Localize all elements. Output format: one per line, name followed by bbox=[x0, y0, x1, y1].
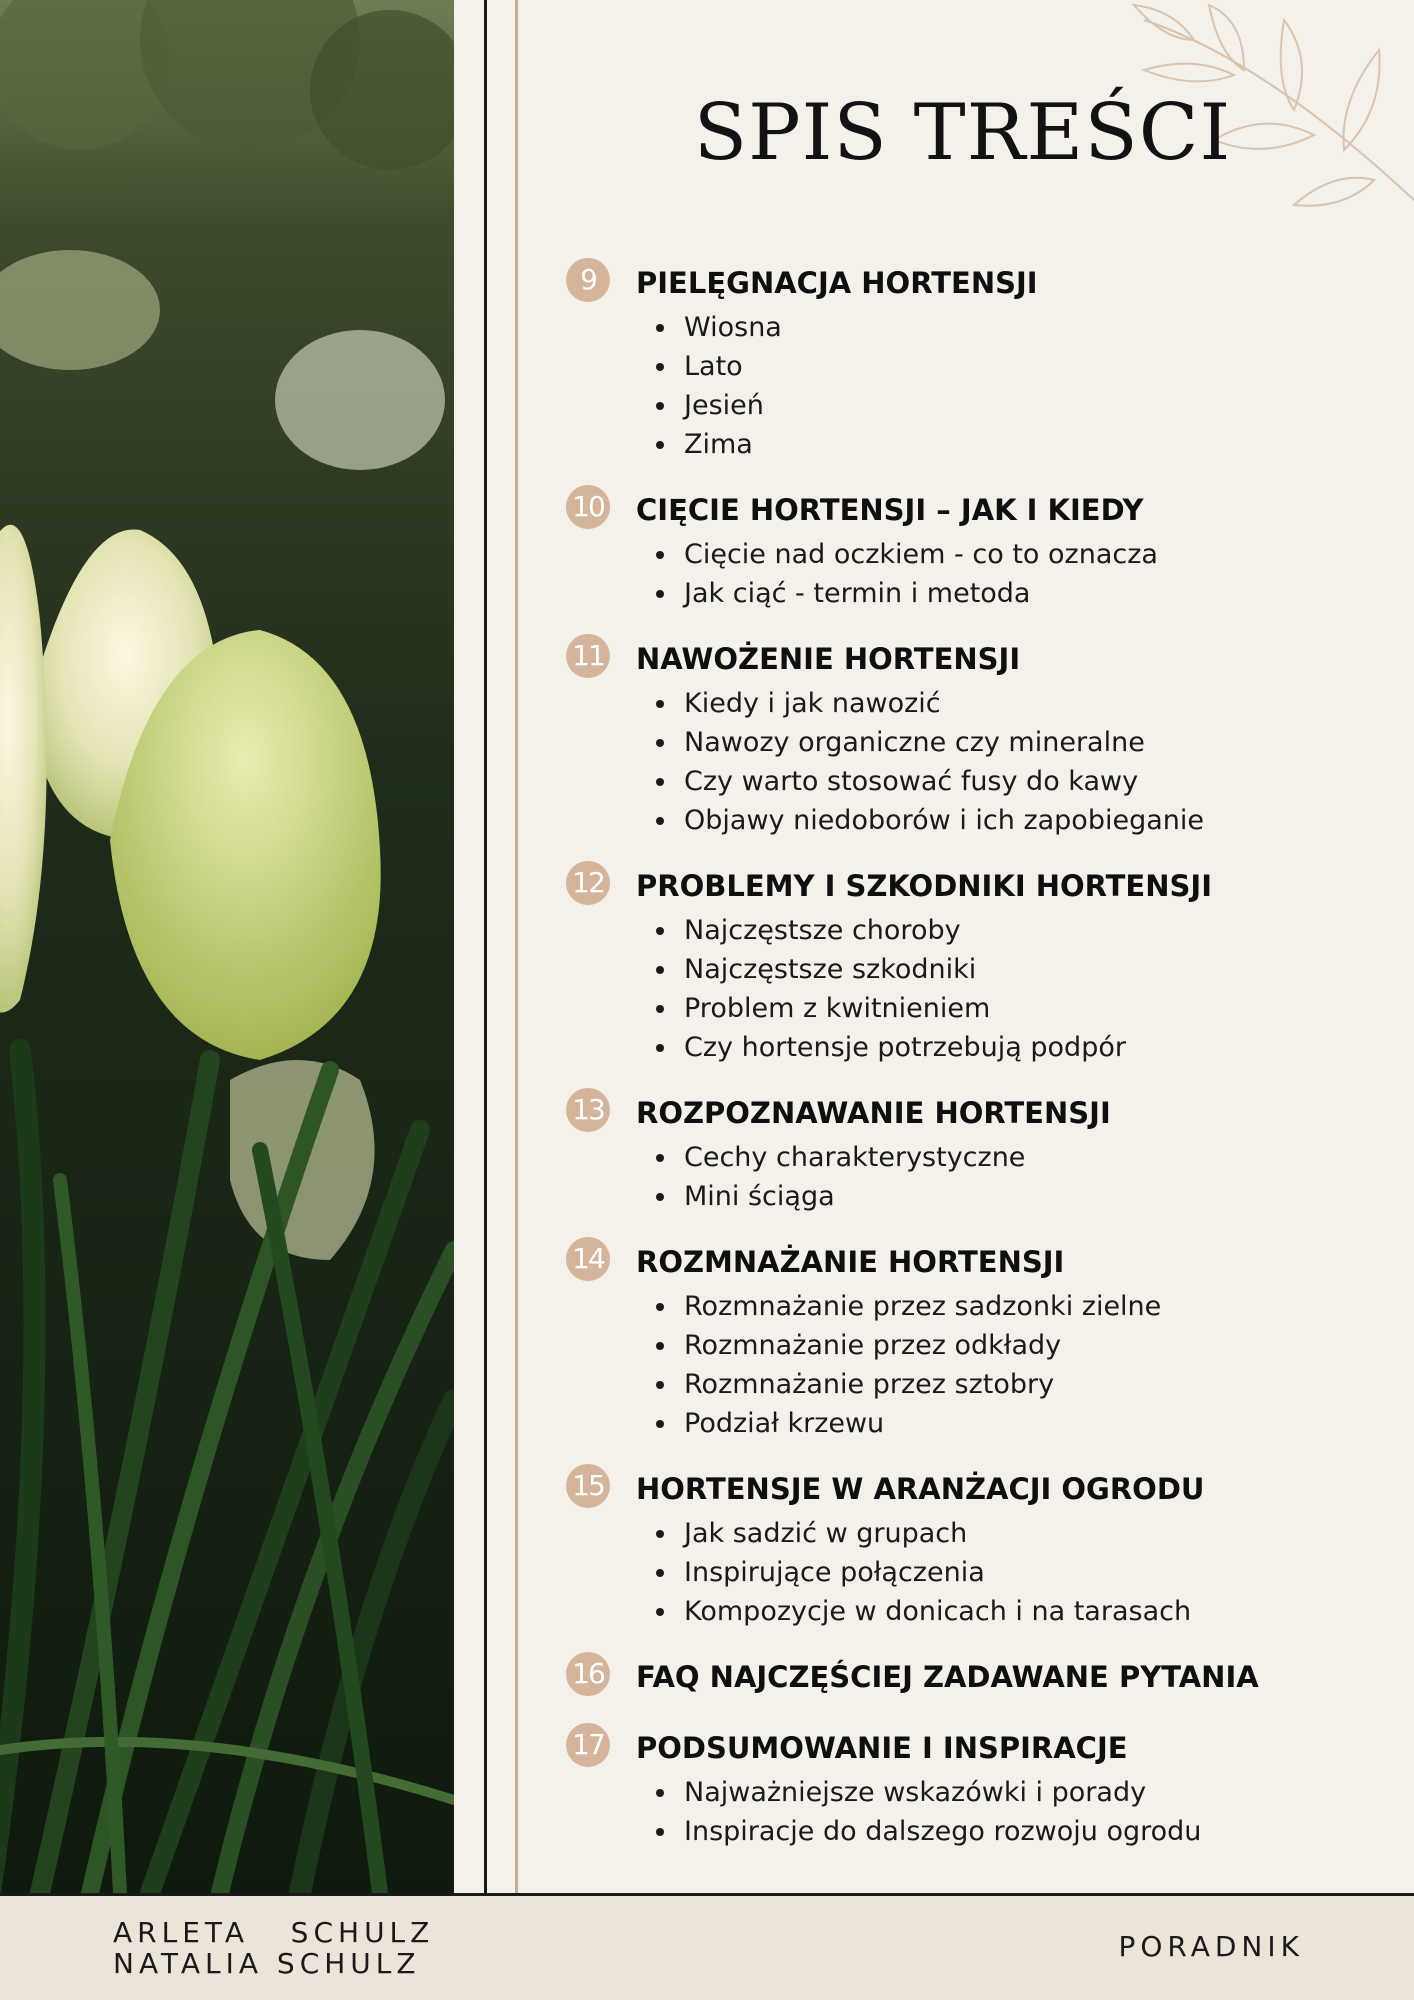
list-item bbox=[636, 386, 1396, 425]
bullet-icon bbox=[656, 817, 664, 825]
vertical-rule-beige bbox=[515, 0, 518, 1893]
list-item-text: Wiosna bbox=[684, 312, 782, 343]
list-item bbox=[636, 1404, 1396, 1443]
toc-section bbox=[566, 485, 1396, 613]
section-heading: NAWOŻENIE HORTENSJI bbox=[636, 642, 1021, 676]
list-item bbox=[636, 425, 1396, 464]
section-items bbox=[636, 1773, 1396, 1851]
toc-section bbox=[566, 861, 1396, 1067]
bullet-icon bbox=[656, 700, 664, 708]
bullet-icon bbox=[656, 1608, 664, 1616]
list-item-text: Rozmnażanie przez sadzonki zielne bbox=[684, 1291, 1162, 1322]
bullet-icon bbox=[656, 739, 664, 747]
section-number-badge: 12 bbox=[566, 861, 610, 905]
list-item-text: Podział krzewu bbox=[684, 1408, 885, 1439]
toc-section bbox=[566, 1723, 1396, 1851]
list-item-text: Mini ściąga bbox=[684, 1181, 835, 1212]
bullet-icon bbox=[656, 590, 664, 598]
list-item-text: Inspirujące połączenia bbox=[684, 1557, 985, 1588]
list-item bbox=[636, 308, 1396, 347]
section-number-badge: 17 bbox=[566, 1723, 610, 1767]
list-item-text: Inspiracje do dalszego rozwoju ogrodu bbox=[684, 1816, 1202, 1847]
section-items bbox=[636, 911, 1396, 1067]
section-items bbox=[636, 1287, 1396, 1443]
list-item bbox=[636, 535, 1396, 574]
toc-section bbox=[566, 1464, 1396, 1631]
list-item-text: Problem z kwitnieniem bbox=[684, 993, 991, 1024]
list-item-text: Najczęstsze szkodniki bbox=[684, 954, 977, 985]
list-item bbox=[636, 1177, 1396, 1216]
list-item bbox=[636, 684, 1396, 723]
list-item bbox=[636, 723, 1396, 762]
list-item bbox=[636, 347, 1396, 386]
table-of-contents bbox=[566, 258, 1396, 1872]
section-number-badge: 14 bbox=[566, 1237, 610, 1281]
bullet-icon bbox=[656, 363, 664, 371]
list-item-text: Cechy charakterystyczne bbox=[684, 1142, 1026, 1173]
bullet-icon bbox=[656, 402, 664, 410]
list-item-text: Kompozycje w donicach i na tarasach bbox=[684, 1596, 1192, 1627]
list-item bbox=[636, 762, 1396, 801]
bullet-icon bbox=[656, 1193, 664, 1201]
bullet-icon bbox=[656, 1303, 664, 1311]
bullet-icon bbox=[656, 927, 664, 935]
list-item-text: Objawy niedoborów i ich zapobieganie bbox=[684, 805, 1204, 836]
section-number-badge: 13 bbox=[566, 1088, 610, 1132]
list-item-text: Rozmnażanie przez sztobry bbox=[684, 1369, 1055, 1400]
list-item-text: Jak ciąć - termin i metoda bbox=[684, 578, 1031, 609]
section-heading: PROBLEMY I SZKODNIKI HORTENSJI bbox=[636, 869, 1212, 903]
list-item bbox=[636, 1553, 1396, 1592]
list-item bbox=[636, 1365, 1396, 1404]
section-heading: ROZMNAŻANIE HORTENSJI bbox=[636, 1245, 1065, 1279]
list-item bbox=[636, 801, 1396, 840]
author-name: NATALIA SCHULZ bbox=[113, 1947, 421, 1980]
list-item-text: Jak sadzić w grupach bbox=[684, 1518, 968, 1549]
bullet-icon bbox=[656, 1154, 664, 1162]
list-item-text: Nawozy organiczne czy mineralne bbox=[684, 727, 1145, 758]
bullet-icon bbox=[656, 1789, 664, 1797]
list-item bbox=[636, 1028, 1396, 1067]
list-item bbox=[636, 1326, 1396, 1365]
section-heading: PIELĘGNACJA HORTENSJI bbox=[636, 266, 1038, 300]
list-item bbox=[636, 1287, 1396, 1326]
toc-section bbox=[566, 1652, 1396, 1702]
section-heading: FAQ NAJCZĘŚCIEJ ZADAWANE PYTANIA bbox=[636, 1660, 1259, 1694]
bullet-icon bbox=[656, 324, 664, 332]
list-item bbox=[636, 911, 1396, 950]
bullet-icon bbox=[656, 1420, 664, 1428]
list-item bbox=[636, 1514, 1396, 1553]
toc-section bbox=[566, 1088, 1396, 1216]
list-item-text: Cięcie nad oczkiem - co to oznacza bbox=[684, 539, 1158, 570]
section-number-badge: 11 bbox=[566, 634, 610, 678]
section-items bbox=[636, 1514, 1396, 1631]
section-heading: HORTENSJE W ARANŻACJI OGRODU bbox=[636, 1472, 1205, 1506]
bullet-icon bbox=[656, 1342, 664, 1350]
section-items bbox=[636, 684, 1396, 840]
footer bbox=[0, 1893, 1414, 2000]
list-item bbox=[636, 1138, 1396, 1177]
list-item-text: Jesień bbox=[684, 390, 764, 421]
list-item-text: Najważniejsze wskazówki i porady bbox=[684, 1777, 1147, 1808]
list-item-text: Zima bbox=[684, 429, 753, 460]
vertical-rule-dark bbox=[484, 0, 487, 1893]
hydrangea-photo bbox=[0, 0, 454, 1893]
section-items bbox=[636, 308, 1396, 464]
section-items bbox=[636, 535, 1396, 613]
bullet-icon bbox=[656, 1044, 664, 1052]
section-number-badge: 16 bbox=[566, 1652, 610, 1696]
section-heading: PODSUMOWANIE I INSPIRACJE bbox=[636, 1731, 1128, 1765]
list-item bbox=[636, 1773, 1396, 1812]
list-item bbox=[636, 1812, 1396, 1851]
bullet-icon bbox=[656, 1530, 664, 1538]
footer-label: PORADNIK bbox=[1118, 1930, 1304, 1963]
list-item bbox=[636, 1592, 1396, 1631]
bullet-icon bbox=[656, 966, 664, 974]
toc-section bbox=[566, 258, 1396, 464]
bullet-icon bbox=[656, 1005, 664, 1013]
toc-section bbox=[566, 1237, 1396, 1443]
bullet-icon bbox=[656, 1569, 664, 1577]
page-title: SPIS TREŚCI bbox=[693, 88, 1232, 178]
list-item-text: Najczęstsze choroby bbox=[684, 915, 961, 946]
section-heading: ROZPOZNAWANIE HORTENSJI bbox=[636, 1096, 1111, 1130]
list-item bbox=[636, 989, 1396, 1028]
section-number-badge: 15 bbox=[566, 1464, 610, 1508]
list-item-text: Kiedy i jak nawozić bbox=[684, 688, 941, 719]
bullet-icon bbox=[656, 551, 664, 559]
toc-section bbox=[566, 634, 1396, 840]
section-heading: CIĘCIE HORTENSJI – JAK I KIEDY bbox=[636, 493, 1144, 527]
list-item bbox=[636, 574, 1396, 613]
bullet-icon bbox=[656, 1828, 664, 1836]
bullet-icon bbox=[656, 1381, 664, 1389]
list-item-text: Rozmnażanie przez odkłady bbox=[684, 1330, 1062, 1361]
author-name: ARLETA SCHULZ bbox=[113, 1916, 435, 1949]
list-item bbox=[636, 950, 1396, 989]
section-number-badge: 10 bbox=[566, 485, 610, 529]
list-item-text: Czy warto stosować fusy do kawy bbox=[684, 766, 1139, 797]
section-number-badge: 9 bbox=[566, 258, 610, 302]
list-item-text: Lato bbox=[684, 351, 743, 382]
bullet-icon bbox=[656, 778, 664, 786]
bullet-icon bbox=[656, 441, 664, 449]
list-item-text: Czy hortensje potrzebują podpór bbox=[684, 1032, 1126, 1063]
section-items bbox=[636, 1138, 1396, 1216]
